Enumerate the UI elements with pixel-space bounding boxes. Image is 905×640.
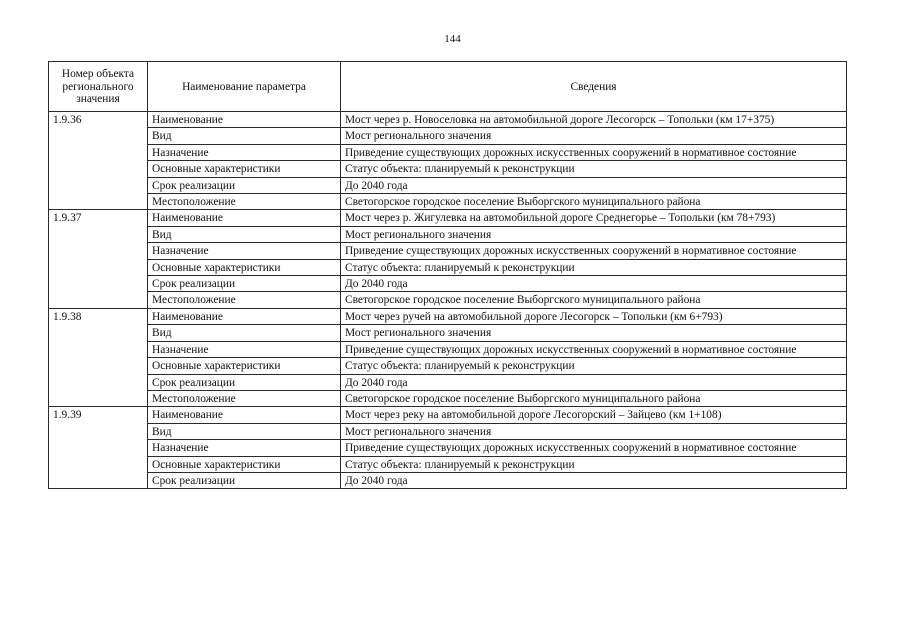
parameter-name-cell: Срок реализации <box>148 177 341 193</box>
header-parameter-name: Наименование параметра <box>148 62 341 112</box>
parameter-value-cell: Мост регионального значения <box>341 325 847 341</box>
page-number: 144 <box>444 33 461 45</box>
parameter-value-cell: Статус объекта: планируемый к реконструкции <box>341 358 847 374</box>
parameter-name-cell: Срок реализации <box>148 374 341 390</box>
parameter-name-cell: Основные характеристики <box>148 358 341 374</box>
parameter-name-cell: Местоположение <box>148 194 341 210</box>
table-row <box>49 423 847 439</box>
parameter-value-cell: Приведение существующих дорожных искусственных сооружений в нормативное состояние <box>341 144 847 160</box>
parameter-name-cell: Основные характеристики <box>148 259 341 275</box>
parameter-value-cell: Мост через ручей на автомобильной дороге Лесогорск – Топольки (км 6+793) <box>341 308 847 324</box>
parameter-value-cell: Мост регионального значения <box>341 226 847 242</box>
object-number-cell: 1.9.37 <box>49 210 148 308</box>
parameter-value-cell: Статус объекта: планируемый к реконструкции <box>341 259 847 275</box>
parameter-name-cell: Назначение <box>148 440 341 456</box>
parameter-name-cell: Основные характеристики <box>148 456 341 472</box>
table-row <box>49 144 847 160</box>
parameter-name-cell: Срок реализации <box>148 276 341 292</box>
parameter-value-cell: До 2040 года <box>341 472 847 488</box>
parameter-value-cell: Мост через р. Новоселовка на автомобильной дороге Лесогорск – Топольки (км 17+375) <box>341 112 847 128</box>
table-row <box>49 456 847 472</box>
table-row <box>49 210 847 226</box>
parameter-value-cell: До 2040 года <box>341 276 847 292</box>
table-row <box>49 128 847 144</box>
parameter-value-cell: До 2040 года <box>341 177 847 193</box>
parameter-name-cell: Основные характеристики <box>148 161 341 177</box>
table-row <box>49 161 847 177</box>
parameter-name-cell: Местоположение <box>148 292 341 308</box>
parameter-name-cell: Назначение <box>148 144 341 160</box>
table-row <box>49 341 847 357</box>
table-row <box>49 440 847 456</box>
parameter-value-cell: До 2040 года <box>341 374 847 390</box>
parameter-value-cell: Светогорское городское поселение Выборгского муниципального района <box>341 194 847 210</box>
parameter-name-cell: Назначение <box>148 243 341 259</box>
parameter-value-cell: Светогорское городское поселение Выборгского муниципального района <box>341 390 847 406</box>
table-row <box>49 177 847 193</box>
parameter-name-cell: Местоположение <box>148 390 341 406</box>
parameter-name-cell: Срок реализации <box>148 472 341 488</box>
parameter-name-cell: Наименование <box>148 308 341 324</box>
parameter-name-cell: Назначение <box>148 341 341 357</box>
table-row <box>49 194 847 210</box>
table-row <box>49 358 847 374</box>
table-row <box>49 308 847 324</box>
table-body <box>49 112 847 489</box>
parameter-value-cell: Приведение существующих дорожных искусственных сооружений в нормативное состояние <box>341 243 847 259</box>
header-object-number: Номер объекта регионального значения <box>49 62 148 112</box>
parameter-name-cell: Вид <box>148 423 341 439</box>
table-header-row <box>49 62 847 112</box>
parameter-value-cell: Статус объекта: планируемый к реконструкции <box>341 456 847 472</box>
parameter-value-cell: Приведение существующих дорожных искусственных сооружений в нормативное состояние <box>341 341 847 357</box>
table-row <box>49 276 847 292</box>
table-row <box>49 259 847 275</box>
table-row <box>49 226 847 242</box>
object-number-cell: 1.9.39 <box>49 407 148 489</box>
parameter-value-cell: Мост регионального значения <box>341 423 847 439</box>
table-row <box>49 112 847 128</box>
table-row <box>49 292 847 308</box>
table-row <box>49 374 847 390</box>
table-row <box>49 472 847 488</box>
table-row <box>49 243 847 259</box>
parameter-name-cell: Наименование <box>148 407 341 423</box>
parameter-value-cell: Статус объекта: планируемый к реконструкции <box>341 161 847 177</box>
parameter-name-cell: Вид <box>148 325 341 341</box>
parameter-value-cell: Мост регионального значения <box>341 128 847 144</box>
parameter-value-cell: Мост через реку на автомобильной дороге Лесогорский – Зайцево (км 1+108) <box>341 407 847 423</box>
parameter-value-cell: Мост через р. Жигулевка на автомобильной дороге Среднегорье – Топольки (км 78+793) <box>341 210 847 226</box>
table-row <box>49 407 847 423</box>
regional-objects-table <box>48 61 847 489</box>
object-number-cell: 1.9.38 <box>49 308 148 406</box>
header-info: Сведения <box>341 62 847 112</box>
object-number-cell: 1.9.36 <box>49 112 148 210</box>
parameter-name-cell: Вид <box>148 226 341 242</box>
parameter-name-cell: Наименование <box>148 210 341 226</box>
table-row <box>49 390 847 406</box>
parameter-name-cell: Наименование <box>148 112 341 128</box>
table-row <box>49 325 847 341</box>
parameter-value-cell: Светогорское городское поселение Выборгского муниципального района <box>341 292 847 308</box>
parameter-name-cell: Вид <box>148 128 341 144</box>
parameter-value-cell: Приведение существующих дорожных искусственных сооружений в нормативное состояние <box>341 440 847 456</box>
